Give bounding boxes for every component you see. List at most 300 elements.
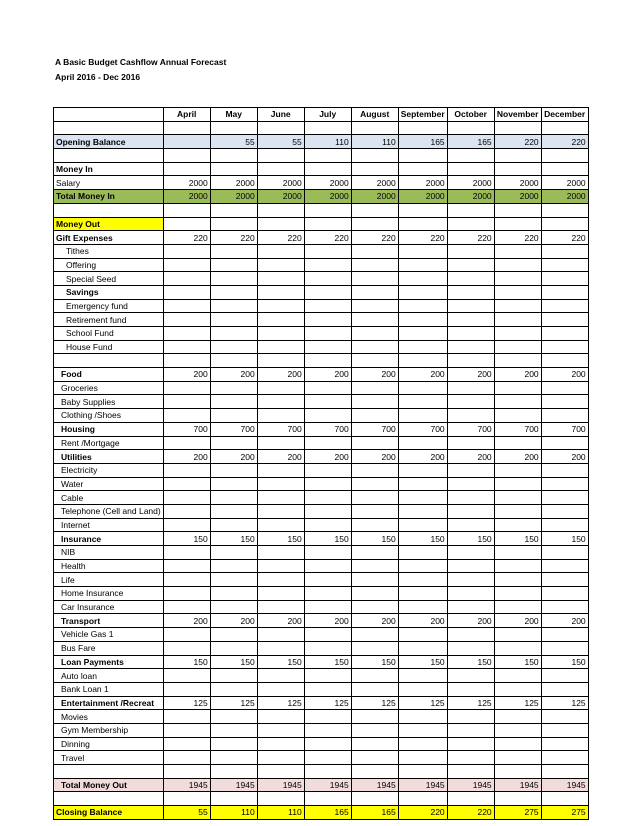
- value-cell[interactable]: 150: [494, 532, 541, 546]
- value-cell[interactable]: [210, 272, 257, 286]
- row-label-cell[interactable]: Health: [54, 559, 164, 573]
- value-cell[interactable]: [351, 491, 398, 505]
- value-cell[interactable]: [304, 381, 351, 395]
- row-label-cell[interactable]: Car Insurance: [54, 600, 164, 614]
- value-cell[interactable]: [351, 121, 398, 135]
- value-cell[interactable]: [351, 737, 398, 751]
- value-cell[interactable]: 2000: [163, 176, 210, 190]
- value-cell[interactable]: 125: [494, 696, 541, 710]
- value-cell[interactable]: 1945: [351, 778, 398, 792]
- value-cell[interactable]: [163, 409, 210, 423]
- value-cell[interactable]: [257, 313, 304, 327]
- value-cell[interactable]: 700: [257, 422, 304, 436]
- value-cell[interactable]: [163, 162, 210, 176]
- row-label-cell[interactable]: [54, 203, 164, 217]
- value-cell[interactable]: [447, 737, 494, 751]
- value-cell[interactable]: [210, 149, 257, 163]
- value-cell[interactable]: [210, 737, 257, 751]
- value-cell[interactable]: 700: [351, 422, 398, 436]
- value-cell[interactable]: 200: [447, 368, 494, 382]
- value-cell[interactable]: [398, 162, 447, 176]
- value-cell[interactable]: [304, 436, 351, 450]
- value-cell[interactable]: [398, 313, 447, 327]
- row-label-cell[interactable]: Transport: [54, 614, 164, 628]
- value-cell[interactable]: [163, 381, 210, 395]
- value-cell[interactable]: [257, 272, 304, 286]
- row-label-cell[interactable]: Closing Balance: [54, 806, 164, 820]
- value-cell[interactable]: [541, 587, 588, 601]
- value-cell[interactable]: [541, 792, 588, 806]
- value-cell[interactable]: [304, 641, 351, 655]
- row-label-cell[interactable]: Total Money Out: [54, 778, 164, 792]
- value-cell[interactable]: [494, 546, 541, 560]
- value-cell[interactable]: [304, 710, 351, 724]
- value-cell[interactable]: 150: [210, 655, 257, 669]
- value-cell[interactable]: [494, 491, 541, 505]
- value-cell[interactable]: [351, 354, 398, 368]
- value-cell[interactable]: 150: [257, 532, 304, 546]
- value-cell[interactable]: 200: [257, 614, 304, 628]
- value-cell[interactable]: 220: [257, 231, 304, 245]
- value-cell[interactable]: [304, 765, 351, 779]
- value-cell[interactable]: [304, 272, 351, 286]
- value-cell[interactable]: [398, 477, 447, 491]
- value-cell[interactable]: [163, 340, 210, 354]
- value-cell[interactable]: [257, 573, 304, 587]
- value-cell[interactable]: [447, 149, 494, 163]
- value-cell[interactable]: [494, 327, 541, 341]
- value-cell[interactable]: [163, 327, 210, 341]
- value-cell[interactable]: [494, 313, 541, 327]
- value-cell[interactable]: [494, 682, 541, 696]
- row-label-cell[interactable]: Gift Expenses: [54, 231, 164, 245]
- value-cell[interactable]: [398, 244, 447, 258]
- value-cell[interactable]: [541, 546, 588, 560]
- value-cell[interactable]: 150: [257, 655, 304, 669]
- value-cell[interactable]: [163, 669, 210, 683]
- value-cell[interactable]: [494, 121, 541, 135]
- row-label-cell[interactable]: [54, 765, 164, 779]
- value-cell[interactable]: [210, 669, 257, 683]
- value-cell[interactable]: [210, 244, 257, 258]
- value-cell[interactable]: [447, 436, 494, 450]
- value-cell[interactable]: [447, 628, 494, 642]
- value-cell[interactable]: [398, 737, 447, 751]
- value-cell[interactable]: [210, 217, 257, 231]
- row-label-cell[interactable]: Emergency fund: [54, 299, 164, 313]
- value-cell[interactable]: [210, 600, 257, 614]
- value-cell[interactable]: [447, 203, 494, 217]
- value-cell[interactable]: [257, 737, 304, 751]
- value-cell[interactable]: [163, 682, 210, 696]
- value-cell[interactable]: [541, 381, 588, 395]
- value-cell[interactable]: 200: [494, 614, 541, 628]
- value-cell[interactable]: [398, 203, 447, 217]
- value-cell[interactable]: [351, 327, 398, 341]
- value-cell[interactable]: [494, 792, 541, 806]
- value-cell[interactable]: [210, 751, 257, 765]
- value-cell[interactable]: [351, 628, 398, 642]
- value-cell[interactable]: [541, 258, 588, 272]
- value-cell[interactable]: 275: [494, 806, 541, 820]
- value-cell[interactable]: 200: [210, 450, 257, 464]
- value-cell[interactable]: [447, 546, 494, 560]
- row-label-cell[interactable]: Insurance: [54, 532, 164, 546]
- row-label-cell[interactable]: Offering: [54, 258, 164, 272]
- value-cell[interactable]: [210, 463, 257, 477]
- value-cell[interactable]: 1945: [163, 778, 210, 792]
- value-cell[interactable]: [163, 121, 210, 135]
- value-cell[interactable]: [398, 354, 447, 368]
- value-cell[interactable]: [163, 258, 210, 272]
- value-cell[interactable]: [351, 217, 398, 231]
- value-cell[interactable]: [447, 381, 494, 395]
- value-cell[interactable]: [447, 504, 494, 518]
- value-cell[interactable]: [541, 409, 588, 423]
- value-cell[interactable]: 150: [163, 655, 210, 669]
- value-cell[interactable]: 200: [304, 368, 351, 382]
- value-cell[interactable]: [541, 395, 588, 409]
- value-cell[interactable]: [210, 327, 257, 341]
- value-cell[interactable]: [163, 628, 210, 642]
- value-cell[interactable]: [304, 669, 351, 683]
- value-cell[interactable]: [398, 628, 447, 642]
- value-cell[interactable]: [494, 463, 541, 477]
- value-cell[interactable]: [351, 682, 398, 696]
- value-cell[interactable]: 150: [163, 532, 210, 546]
- value-cell[interactable]: [541, 299, 588, 313]
- value-cell[interactable]: [257, 559, 304, 573]
- value-cell[interactable]: [351, 504, 398, 518]
- value-cell[interactable]: [304, 751, 351, 765]
- value-cell[interactable]: 150: [351, 655, 398, 669]
- value-cell[interactable]: [304, 504, 351, 518]
- value-cell[interactable]: [304, 258, 351, 272]
- value-cell[interactable]: [257, 409, 304, 423]
- value-cell[interactable]: [447, 518, 494, 532]
- value-cell[interactable]: [398, 792, 447, 806]
- value-cell[interactable]: [447, 573, 494, 587]
- value-cell[interactable]: [304, 354, 351, 368]
- value-cell[interactable]: 200: [447, 614, 494, 628]
- value-cell[interactable]: [210, 628, 257, 642]
- value-cell[interactable]: 700: [163, 422, 210, 436]
- value-cell[interactable]: [210, 477, 257, 491]
- value-cell[interactable]: [304, 792, 351, 806]
- value-cell[interactable]: [541, 217, 588, 231]
- value-cell[interactable]: 700: [210, 422, 257, 436]
- value-cell[interactable]: [494, 285, 541, 299]
- value-cell[interactable]: [541, 737, 588, 751]
- value-cell[interactable]: 1945: [447, 778, 494, 792]
- value-cell[interactable]: [447, 587, 494, 601]
- value-cell[interactable]: [494, 669, 541, 683]
- value-cell[interactable]: [398, 587, 447, 601]
- value-cell[interactable]: [447, 710, 494, 724]
- value-cell[interactable]: [257, 600, 304, 614]
- value-cell[interactable]: [351, 546, 398, 560]
- value-cell[interactable]: [447, 299, 494, 313]
- value-cell[interactable]: 125: [210, 696, 257, 710]
- value-cell[interactable]: 125: [163, 696, 210, 710]
- value-cell[interactable]: [541, 491, 588, 505]
- value-cell[interactable]: [494, 436, 541, 450]
- value-cell[interactable]: [304, 313, 351, 327]
- value-cell[interactable]: 150: [304, 655, 351, 669]
- value-cell[interactable]: [398, 682, 447, 696]
- value-cell[interactable]: 55: [163, 806, 210, 820]
- value-cell[interactable]: [494, 217, 541, 231]
- value-cell[interactable]: [163, 395, 210, 409]
- value-cell[interactable]: 200: [398, 450, 447, 464]
- value-cell[interactable]: [447, 669, 494, 683]
- value-cell[interactable]: [210, 546, 257, 560]
- value-cell[interactable]: [351, 669, 398, 683]
- value-cell[interactable]: [257, 710, 304, 724]
- value-cell[interactable]: [541, 162, 588, 176]
- value-cell[interactable]: [351, 518, 398, 532]
- value-cell[interactable]: [304, 395, 351, 409]
- value-cell[interactable]: [163, 285, 210, 299]
- row-label-cell[interactable]: Gym Membership: [54, 723, 164, 737]
- value-cell[interactable]: [257, 587, 304, 601]
- row-label-cell[interactable]: Travel: [54, 751, 164, 765]
- value-cell[interactable]: [257, 381, 304, 395]
- value-cell[interactable]: [494, 587, 541, 601]
- value-cell[interactable]: [398, 669, 447, 683]
- value-cell[interactable]: 150: [447, 655, 494, 669]
- value-cell[interactable]: [257, 751, 304, 765]
- value-cell[interactable]: [210, 573, 257, 587]
- row-label-cell[interactable]: Entertainment /Recreat: [54, 696, 164, 710]
- header-blank-cell[interactable]: [54, 108, 164, 122]
- value-cell[interactable]: [398, 504, 447, 518]
- value-cell[interactable]: [257, 682, 304, 696]
- value-cell[interactable]: [398, 436, 447, 450]
- value-cell[interactable]: [304, 628, 351, 642]
- value-cell[interactable]: [257, 518, 304, 532]
- value-cell[interactable]: 2000: [351, 190, 398, 204]
- row-label-cell[interactable]: Home Insurance: [54, 587, 164, 601]
- value-cell[interactable]: [398, 491, 447, 505]
- value-cell[interactable]: 2000: [304, 176, 351, 190]
- value-cell[interactable]: [447, 258, 494, 272]
- value-cell[interactable]: [351, 559, 398, 573]
- row-label-cell[interactable]: NIB: [54, 546, 164, 560]
- value-cell[interactable]: [398, 381, 447, 395]
- value-cell[interactable]: 125: [257, 696, 304, 710]
- value-cell[interactable]: [257, 162, 304, 176]
- value-cell[interactable]: [257, 327, 304, 341]
- value-cell[interactable]: [351, 272, 398, 286]
- value-cell[interactable]: [163, 765, 210, 779]
- value-cell[interactable]: [163, 546, 210, 560]
- value-cell[interactable]: [541, 121, 588, 135]
- month-header-october[interactable]: October: [447, 108, 494, 122]
- value-cell[interactable]: [304, 518, 351, 532]
- row-label-cell[interactable]: Retirement fund: [54, 313, 164, 327]
- value-cell[interactable]: 700: [304, 422, 351, 436]
- value-cell[interactable]: [541, 723, 588, 737]
- value-cell[interactable]: [494, 477, 541, 491]
- value-cell[interactable]: [210, 641, 257, 655]
- value-cell[interactable]: [304, 340, 351, 354]
- value-cell[interactable]: [304, 217, 351, 231]
- value-cell[interactable]: [351, 463, 398, 477]
- value-cell[interactable]: [257, 285, 304, 299]
- value-cell[interactable]: 55: [210, 135, 257, 149]
- value-cell[interactable]: [541, 641, 588, 655]
- value-cell[interactable]: 220: [541, 135, 588, 149]
- value-cell[interactable]: [304, 244, 351, 258]
- value-cell[interactable]: [163, 504, 210, 518]
- value-cell[interactable]: [210, 340, 257, 354]
- value-cell[interactable]: [304, 491, 351, 505]
- value-cell[interactable]: 700: [494, 422, 541, 436]
- value-cell[interactable]: 1945: [304, 778, 351, 792]
- value-cell[interactable]: 125: [304, 696, 351, 710]
- value-cell[interactable]: 200: [210, 614, 257, 628]
- value-cell[interactable]: 2000: [210, 176, 257, 190]
- value-cell[interactable]: [541, 203, 588, 217]
- value-cell[interactable]: 200: [257, 368, 304, 382]
- value-cell[interactable]: [398, 121, 447, 135]
- value-cell[interactable]: 200: [494, 368, 541, 382]
- row-label-cell[interactable]: Dinning: [54, 737, 164, 751]
- value-cell[interactable]: [494, 723, 541, 737]
- row-label-cell[interactable]: [54, 149, 164, 163]
- value-cell[interactable]: [351, 381, 398, 395]
- value-cell[interactable]: [351, 409, 398, 423]
- row-label-cell[interactable]: Telephone (Cell and Land): [54, 504, 164, 518]
- row-label-cell[interactable]: Savings: [54, 285, 164, 299]
- value-cell[interactable]: 2000: [447, 190, 494, 204]
- value-cell[interactable]: [304, 587, 351, 601]
- value-cell[interactable]: [541, 244, 588, 258]
- value-cell[interactable]: [351, 395, 398, 409]
- value-cell[interactable]: [398, 641, 447, 655]
- value-cell[interactable]: [163, 600, 210, 614]
- value-cell[interactable]: [541, 504, 588, 518]
- value-cell[interactable]: 125: [398, 696, 447, 710]
- value-cell[interactable]: [210, 162, 257, 176]
- value-cell[interactable]: 200: [163, 614, 210, 628]
- value-cell[interactable]: 2000: [257, 176, 304, 190]
- value-cell[interactable]: [398, 395, 447, 409]
- value-cell[interactable]: [447, 354, 494, 368]
- value-cell[interactable]: [257, 299, 304, 313]
- value-cell[interactable]: [494, 381, 541, 395]
- value-cell[interactable]: [351, 641, 398, 655]
- value-cell[interactable]: [257, 436, 304, 450]
- value-cell[interactable]: [447, 723, 494, 737]
- value-cell[interactable]: 220: [398, 806, 447, 820]
- value-cell[interactable]: [304, 327, 351, 341]
- value-cell[interactable]: [210, 765, 257, 779]
- value-cell[interactable]: 220: [163, 231, 210, 245]
- value-cell[interactable]: [304, 559, 351, 573]
- value-cell[interactable]: 150: [210, 532, 257, 546]
- value-cell[interactable]: 150: [351, 532, 398, 546]
- value-cell[interactable]: 200: [351, 450, 398, 464]
- value-cell[interactable]: 2000: [398, 190, 447, 204]
- value-cell[interactable]: [447, 765, 494, 779]
- value-cell[interactable]: [163, 710, 210, 724]
- row-label-cell[interactable]: [54, 121, 164, 135]
- value-cell[interactable]: [398, 518, 447, 532]
- value-cell[interactable]: [494, 244, 541, 258]
- value-cell[interactable]: [541, 710, 588, 724]
- value-cell[interactable]: [351, 436, 398, 450]
- value-cell[interactable]: 220: [398, 231, 447, 245]
- value-cell[interactable]: 2000: [163, 190, 210, 204]
- value-cell[interactable]: 200: [304, 614, 351, 628]
- value-cell[interactable]: 150: [304, 532, 351, 546]
- value-cell[interactable]: [447, 327, 494, 341]
- value-cell[interactable]: [304, 573, 351, 587]
- value-cell[interactable]: [257, 765, 304, 779]
- value-cell[interactable]: [494, 272, 541, 286]
- value-cell[interactable]: 110: [304, 135, 351, 149]
- value-cell[interactable]: [398, 258, 447, 272]
- value-cell[interactable]: [398, 409, 447, 423]
- value-cell[interactable]: 1945: [257, 778, 304, 792]
- value-cell[interactable]: [447, 395, 494, 409]
- value-cell[interactable]: [163, 641, 210, 655]
- value-cell[interactable]: [447, 409, 494, 423]
- value-cell[interactable]: [163, 299, 210, 313]
- value-cell[interactable]: [163, 518, 210, 532]
- value-cell[interactable]: [351, 710, 398, 724]
- value-cell[interactable]: [304, 162, 351, 176]
- value-cell[interactable]: [351, 162, 398, 176]
- value-cell[interactable]: [398, 340, 447, 354]
- value-cell[interactable]: [163, 436, 210, 450]
- value-cell[interactable]: [257, 354, 304, 368]
- value-cell[interactable]: [210, 381, 257, 395]
- value-cell[interactable]: 200: [351, 368, 398, 382]
- value-cell[interactable]: [210, 504, 257, 518]
- value-cell[interactable]: [163, 244, 210, 258]
- value-cell[interactable]: 2000: [494, 190, 541, 204]
- value-cell[interactable]: [541, 285, 588, 299]
- value-cell[interactable]: 165: [447, 135, 494, 149]
- value-cell[interactable]: [351, 765, 398, 779]
- value-cell[interactable]: [447, 682, 494, 696]
- value-cell[interactable]: [447, 217, 494, 231]
- value-cell[interactable]: [210, 491, 257, 505]
- month-header-november[interactable]: November: [494, 108, 541, 122]
- value-cell[interactable]: [494, 340, 541, 354]
- value-cell[interactable]: [494, 354, 541, 368]
- value-cell[interactable]: 200: [541, 614, 588, 628]
- value-cell[interactable]: [541, 313, 588, 327]
- value-cell[interactable]: 200: [351, 614, 398, 628]
- value-cell[interactable]: [351, 792, 398, 806]
- value-cell[interactable]: [494, 573, 541, 587]
- value-cell[interactable]: 200: [210, 368, 257, 382]
- value-cell[interactable]: [398, 149, 447, 163]
- value-cell[interactable]: [210, 299, 257, 313]
- value-cell[interactable]: [351, 258, 398, 272]
- value-cell[interactable]: [304, 299, 351, 313]
- value-cell[interactable]: 200: [304, 450, 351, 464]
- value-cell[interactable]: [257, 792, 304, 806]
- value-cell[interactable]: [257, 463, 304, 477]
- value-cell[interactable]: 150: [398, 655, 447, 669]
- month-header-april[interactable]: April: [163, 108, 210, 122]
- row-label-cell[interactable]: Life: [54, 573, 164, 587]
